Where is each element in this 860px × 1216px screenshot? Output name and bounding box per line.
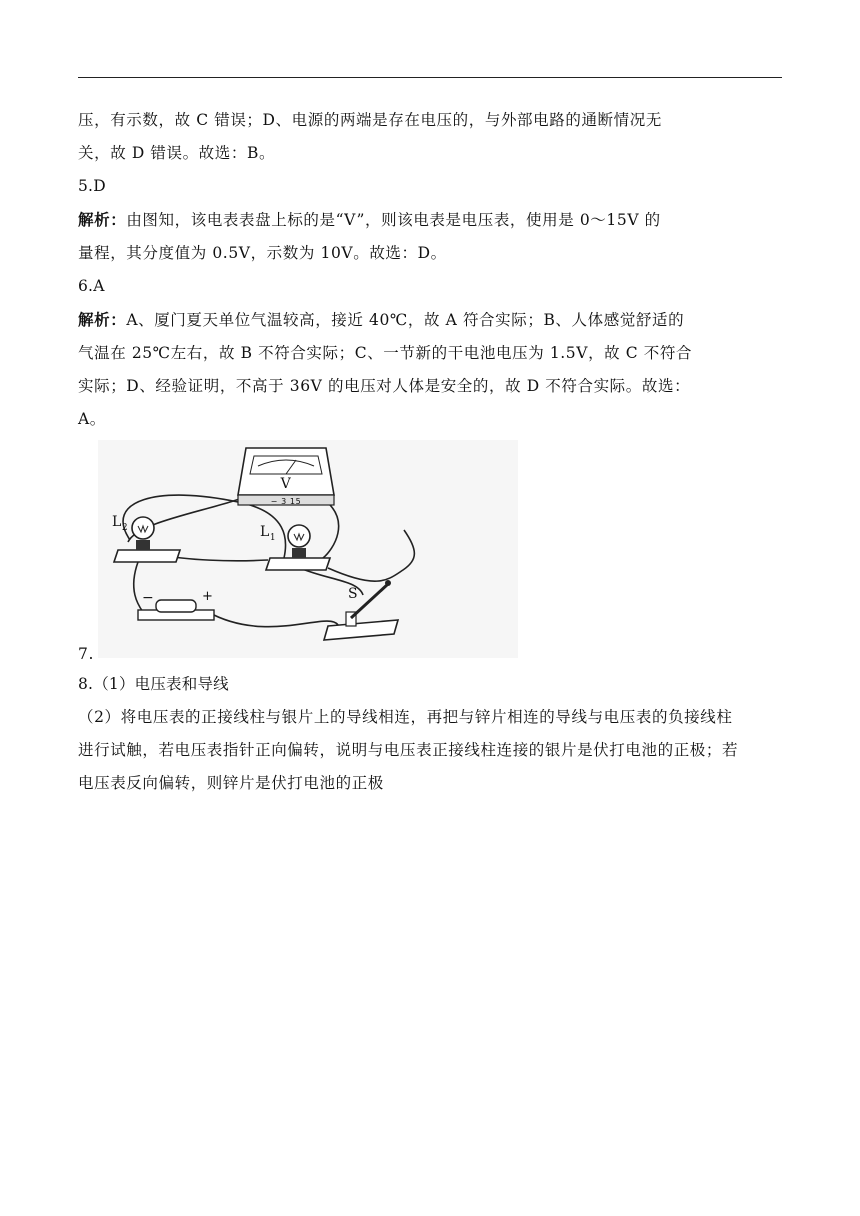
header-rule [78, 77, 782, 78]
switch-label: S [348, 586, 359, 602]
lamp-l2-socket [136, 540, 150, 550]
lamp-l1-label-sub: 1 [269, 533, 277, 543]
q6-answer: 6.A [78, 277, 105, 295]
lamp-l1-bulb [288, 525, 310, 547]
q8-part-2-line-3: 电压表反向偏转，则锌片是伏打电池的正极 [78, 774, 384, 792]
q7-number: 7. [78, 645, 94, 663]
switch-knob [385, 580, 391, 586]
question-5 [78, 170, 782, 270]
q4-line-1: 压，有示数，故 C 错误；D、电源的两端是存在电压的，与外部电路的通断情况无 [78, 111, 662, 129]
q6-explanation-line-2: 气温在 25℃左右，故 B 不符合实际；C、一节新的干电池电压为 1.5V，故 C 不符合 [78, 344, 693, 362]
lamp-l1-label-letter: L [260, 524, 270, 540]
question-8 [78, 668, 782, 800]
q6-explanation-label: 解析： [78, 310, 127, 329]
lamp-l1-socket [292, 548, 306, 558]
q5-explanation-label: 解析： [78, 210, 127, 229]
question-6 [78, 270, 782, 436]
question-4-tail [78, 104, 782, 170]
voltmeter-label: V [280, 476, 292, 492]
lamp-l2-label-letter: L [112, 514, 122, 530]
circuit-diagram [98, 440, 518, 658]
answer-content [78, 104, 782, 800]
voltmeter-terminals: − 3 15 [270, 497, 302, 506]
q6-explanation-text: A、厦门夏天单位气温较高，接近 40℃，故 A 符合实际；B、人体感觉舒适的 [126, 311, 685, 329]
voltmeter [238, 448, 334, 506]
question-7-figure [78, 440, 782, 663]
q6-explanation-line-4: A。 [78, 410, 106, 428]
q5-answer: 5.D [78, 177, 106, 195]
q5-explanation-text: 由图知，该电表表盘上标的是“V”，则该电表是电压表，使用是 0～15V 的 [126, 211, 661, 229]
q6-explanation-line-3: 实际；D、经验证明，不高于 36V 的电压对人体是安全的，故 D 不符合实际。故选： [78, 377, 691, 395]
battery-minus-label: − [142, 590, 155, 606]
lamp-l2-base [114, 550, 180, 562]
q5-explanation-line-1 [78, 203, 782, 237]
q8-part-1: 8.（1）电压表和导线 [78, 675, 229, 693]
q8-part-2-line-2: 进行试触，若电压表指针正向偏转，说明与电压表正接线柱连接的银片是伏打电池的正极；若 [78, 741, 739, 759]
lamp-l2-label-sub: 2 [121, 523, 129, 533]
q5-explanation-line-2: 量程，其分度值为 0.5V，示数为 10V。故选：D。 [78, 244, 447, 262]
q8-part-2-line-1: （2）将电压表的正接线柱与银片上的导线相连，再把与锌片相连的导线与电压表的负接线柱 [78, 708, 733, 726]
q4-line-2: 关，故 D 错误。故选：B。 [78, 144, 276, 162]
battery-cell [156, 600, 196, 612]
lamp-l1-base [266, 558, 330, 570]
lamp-l2-bulb [132, 517, 154, 539]
battery-plus-label: + [202, 589, 214, 604]
q6-explanation-line-1 [78, 303, 782, 337]
